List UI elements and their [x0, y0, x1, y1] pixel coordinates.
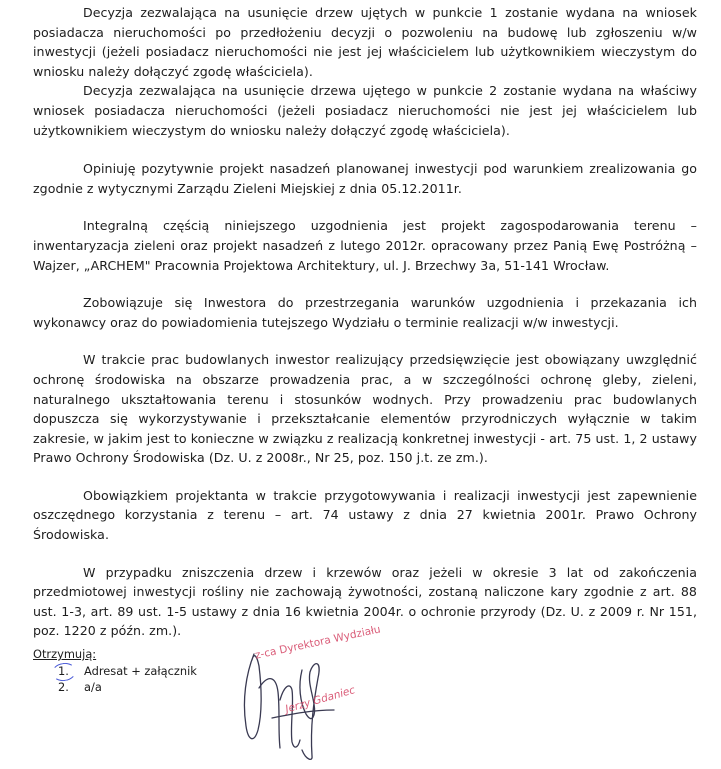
- recipients-list: [33, 663, 197, 696]
- signature-stamp-area: [232, 623, 422, 765]
- recipient-item: [33, 679, 197, 696]
- paragraph-investor-obligation: Zobowiązuje się Inwestora do przestrzegania warunków uzgodnienia i przekazania ich wykonawcy oraz do powiadomienia tutejszego Wydziału o terminie realizacji w/w inwestycji.: [33, 295, 697, 330]
- recipients-block: [33, 646, 197, 696]
- paragraph-tree-removal-2: Decyzja zezwalająca na usunięcie drzewa ujętego w punkcie 2 zostanie wydana na właściwy wniosek posiadacza nieruchomości (jeżeli posiadacz nieruchomości nie jest jej właścicielem lub użytkownikiem wieczystym do wniosku należy dołączyć zgodę właściciela).: [33, 83, 697, 138]
- paragraph-integral-part: Integralną częścią niniejszego uzgodnienia jest projekt zagospodarowania terenu – inwentaryzacja zieleni oraz projekt nasadzeń z lutego 2012r. opracowany przez Panią Ewę Postróżną – Wajzer, „ARCHEM" Pracownia Projektowa Architektury, ul. J. Brzechwy 3a, 51-141 Wrocław.: [33, 218, 697, 273]
- paragraph-tree-removal-1: Decyzja zezwalająca na usunięcie drzew ujętych w punkcie 1 zostanie wydana na wniosek posiadacza nieruchomości po przedłożeniu decyzji o pozwoleniu na budowę lub zgłoszeniu w/w inwestycji (jeżeli posiadacz nieruchomości nie jest jej właścicielem lub użytkownikiem wieczystym do wniosku należy dołączyć zgodę właściciela).: [33, 5, 697, 79]
- paragraph-planting-opinion: Opiniuję pozytywnie projekt nasadzeń planowanej inwestycji pod warunkiem zrealizowania go zgodnie z wytycznymi Zarządu Zieleni Miejskiej z dnia 05.12.2011r.: [33, 161, 697, 196]
- document-body: [33, 3, 697, 641]
- paragraph-penalties: W przypadku zniszczenia drzew i krzewów oraz jeżeli w okresie 3 lat od zakończenia przedmiotowej inwestycji rośliny nie zachowają żywotności, zostaną naliczone kary zgodnie z art. 88 ust. 1-3, art. 89 ust. 1-5 ustawy z dnia 16 kwietnia 2004r. o ochronie przyrody (Dz. U. z 2009 r. Nr 151, poz. 1220 z późn. zm.).: [33, 564, 697, 639]
- paragraph-designer-obligation: Obowiązkiem projektanta w trakcie przygotowywania i realizacji inwestycji jest zapewnienie oszczędnego korzystania z terenu – art. 74 ustawy z dnia 27 kwietnia 2001r. Prawo Ochrony Środowiska.: [33, 487, 697, 543]
- paragraph-environment-protection: W trakcie prac budowlanych inwestor realizujący przedsięwzięcie jest obowiązany uwzględnić ochronę środowiska na obszarze prowadzenia prac, a w szczególności ochronę gleby, zieleni, naturalnego ukształtowania terenu i stosunków wodnych. Przy prowadzeniu prac budowlanych dopuszcza się wykorzystywanie i przekształcanie elementów przyrodniczych wyłącznie w takim zakresie, w jakim jest to konieczne w związku z realizacją konkretnej inwestycji - art. 75 ust. 1, 2 ustawy Prawo Ochrony Środowiska (Dz. U. z 2008r., Nr 25, poz. 150 j.t. ze zm.).: [33, 352, 697, 466]
- stamp-title: z-ca Dyrektora Wydziału: [254, 623, 382, 662]
- recipients-heading: Otrzymują:: [33, 647, 97, 661]
- recipient-number: 1.: [33, 663, 82, 680]
- recipient-number: 2.: [58, 680, 69, 694]
- stamp-name: Jerzy Gdaniec: [284, 684, 357, 716]
- recipient-text: Adresat + załącznik: [84, 663, 197, 678]
- recipient-item: [33, 663, 197, 680]
- recipient-text: a/a: [84, 680, 102, 694]
